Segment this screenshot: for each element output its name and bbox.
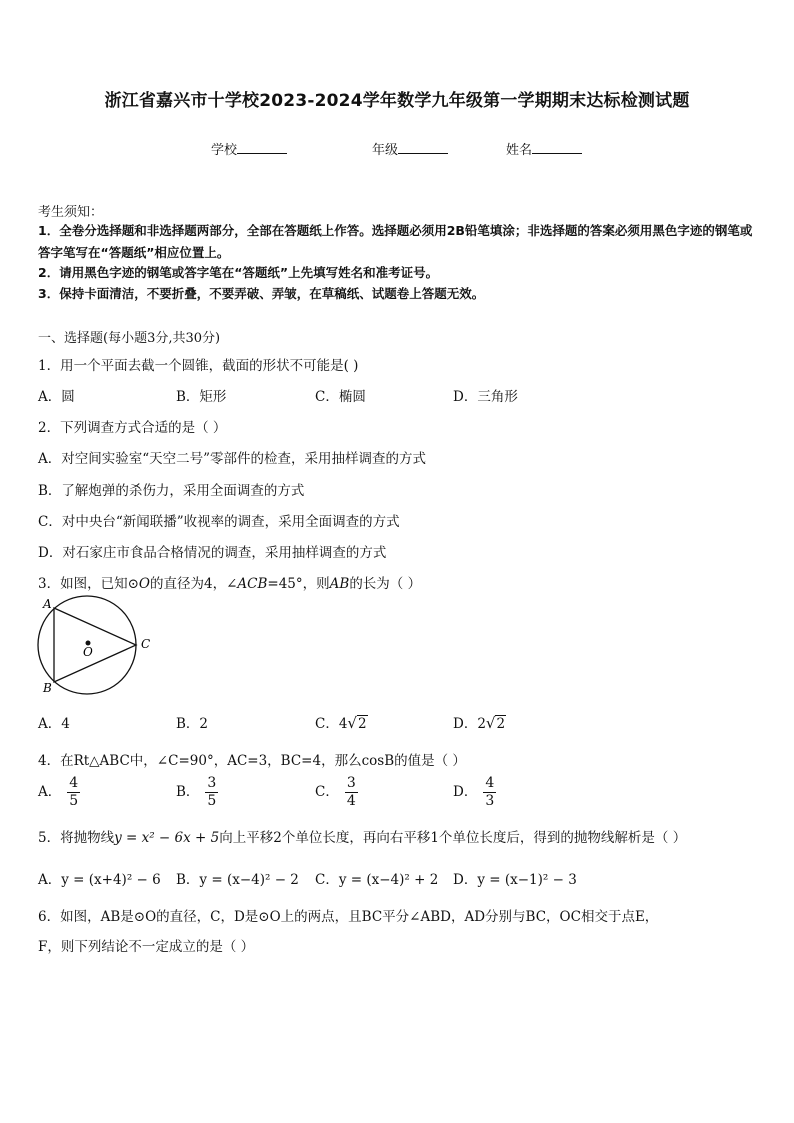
q5-option-d[interactable]: D．y = (x−1)² − 3 [453,872,577,888]
sqrt-symbol-c: √ [347,714,357,732]
label-b: B [43,681,52,695]
q4-c-fraction [345,775,358,810]
q3-stem-o: O [138,576,150,592]
q3-stem-acb: ACB [237,576,268,592]
q4-a-den: 5 [69,793,79,809]
q4-a-num: 4 [69,775,79,791]
q4-b-den: 5 [207,793,217,809]
q4-d-label: D． [453,784,478,800]
label-c: C [141,637,151,651]
q2-option-b[interactable]: B．了解炮弹的杀伤力，采用全面调查的方式 [38,483,305,499]
q3-c-text: C．4 [315,716,348,732]
q3-option-b[interactable]: B．2 [176,716,209,732]
label-o: O [83,645,93,659]
q4-b-fraction [205,775,218,810]
q4-c-num: 3 [346,775,356,791]
q4-d-fraction [483,775,496,810]
q4-d-den: 3 [485,793,495,809]
name-label: 姓名 [506,143,533,158]
q3-d-text: D．2 [453,716,486,732]
q4-b-label: B． [176,784,200,800]
q5-option-b[interactable]: B．y = (x−4)² − 2 [176,872,299,888]
school-label: 学校 [211,143,238,158]
name-field[interactable] [506,139,582,158]
grade-blank[interactable] [398,141,448,154]
q1-option-a[interactable]: A．圆 [38,389,75,405]
q4-d-num: 4 [485,775,495,791]
q2-option-a[interactable]: A．对空间实验室“天空二号”零部件的检查，采用抽样调查的方式 [38,451,427,467]
q4-b-num: 3 [207,775,217,791]
q3-option-d[interactable] [453,712,506,732]
q5-stem-expr: y = x² − 6x + 5 [114,830,220,846]
school-field[interactable] [211,139,287,158]
q4-option-d[interactable] [453,775,496,810]
label-a: A [43,597,52,611]
q4-c-den: 4 [346,793,356,809]
notice-heading: 考生须知： [38,205,104,220]
q3-d-radicand: 2 [496,716,506,732]
grade-field[interactable] [372,139,448,158]
q3-stem-pre: 3．如图，已知⊙ [38,576,139,592]
q5-stem [38,826,686,846]
q2-option-d[interactable]: D．对石家庄市食品合格情况的调查，采用抽样调查的方式 [38,545,387,561]
q1-option-c[interactable]: C．椭圆 [315,389,366,405]
q5-stem-pre: 5．将抛物线 [38,830,115,846]
q4-option-c[interactable] [315,775,358,810]
q2-option-c[interactable]: C．对中央台“新闻联播”收视率的调查，采用全面调查的方式 [38,514,400,530]
q1-option-b[interactable]: B．矩形 [176,389,227,405]
exam-title: 浙江省嘉兴市十学校2023-2024学年数学九年级第一学期期末达标检测试题 [104,91,690,111]
q4-stem: 4．在Rt△ABC中，∠C=90°，AC=3，BC=4，那么cosB的值是（ ） [38,753,466,769]
notice-item-2: 2．请用黑色字迹的钢笔或答字笔在“答题纸”上先填写姓名和准考证号。 [38,265,439,280]
q3-stem-mid: 的直径为4，∠ [149,576,238,592]
q2-stem: 2．下列调查方式合适的是（ ） [38,420,227,436]
q4-a-fraction [67,775,80,810]
grade-label: 年级 [372,143,399,158]
q3-c-radicand: 2 [357,716,367,732]
notice-item-1: 1．全卷分选择题和非选择题两部分，全部在答题纸上作答。选择题必须用2B铅笔填涂；非选择题的答案必须用黑色字迹的钢笔或答字笔写在“答题纸”相应位置上。 [38,223,753,260]
triangle-abc [54,608,136,682]
q1-stem: 1．用一个平面去截一个圆锥，截面的形状不可能是( ) [38,358,359,374]
q1-option-d[interactable]: D．三角形 [453,389,518,405]
q3-stem-ab: AB [329,576,350,592]
q3-stem [38,572,421,592]
section-heading: 一、选择题(每小题3分,共30分) [38,331,221,346]
q3-option-a[interactable]: A．4 [38,716,70,732]
q4-c-label: C． [315,784,339,800]
q6-stem-line2: F，则下列结论不一定成立的是（ ） [38,939,255,955]
q3-circle-figure [33,594,163,696]
q5-stem-post: 向上平移2个单位长度，再向右平移1个单位长度后，得到的抛物线解析是（ ） [219,830,687,846]
q4-a-label: A． [38,784,62,800]
q5-option-c[interactable]: C．y = (x−4)² + 2 [315,872,439,888]
q3-stem-post: 的长为（ ） [349,576,422,592]
student-info-row [0,139,794,161]
school-blank[interactable] [237,141,287,154]
q3-stem-mid2: =45°，则 [267,576,330,592]
notice-item-3: 3．保持卡面清洁，不要折叠，不要弄破、弄皱，在草稿纸、试题卷上答题无效。 [38,286,485,301]
q6-stem-line1: 6．如图，AB是⊙O的直径，C，D是⊙O上的两点，且BC平分∠ABD，AD分别与BC，OC相交于点E， [38,909,659,925]
q4-option-a[interactable] [38,775,80,810]
q5-option-a[interactable]: A．y = (x+4)² − 6 [38,872,161,888]
q3-option-c[interactable] [315,712,368,732]
sqrt-symbol-d: √ [485,714,496,732]
q4-option-b[interactable] [176,775,218,810]
name-blank[interactable] [532,141,582,154]
